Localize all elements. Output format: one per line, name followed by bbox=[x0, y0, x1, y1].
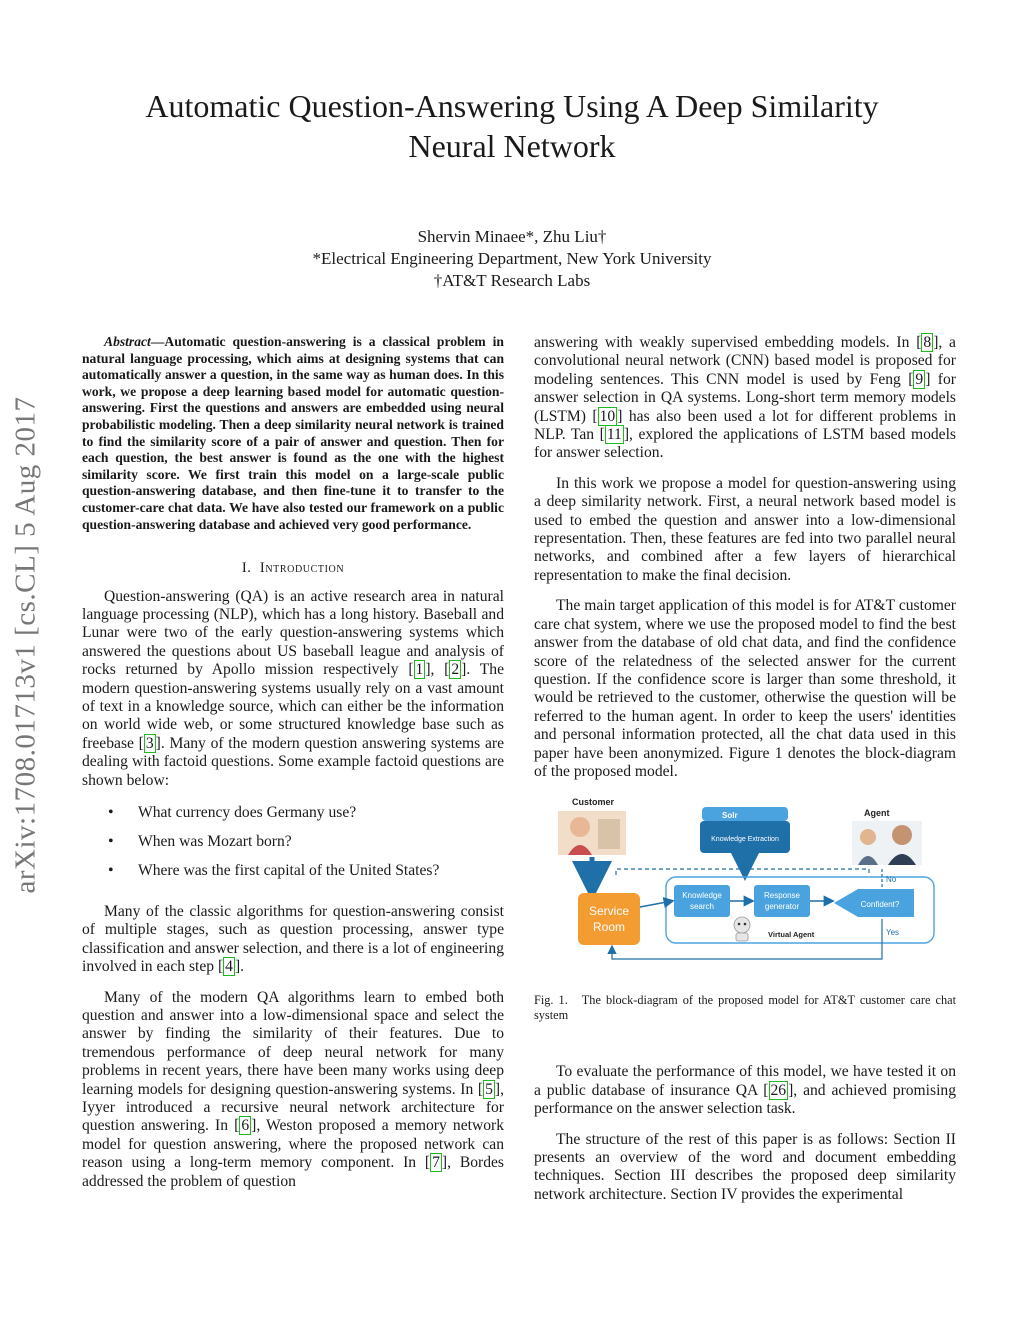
text-run: ], a convolutional neural network (CNN) based model is proposed for modeling sentences. This CNN model is used by Feng [ bbox=[534, 334, 956, 388]
text-run: ], Weston proposed a memory network model for question answering, where the proposed network can reason using a long-term memory component. In [ bbox=[82, 1117, 504, 1172]
knowledge-search-label-2: search bbox=[689, 902, 715, 912]
response-generator-box bbox=[754, 885, 810, 917]
list-item: • When was Mozart born? bbox=[82, 833, 504, 862]
section-title: Introduction bbox=[259, 560, 345, 577]
text-run: ] for answer selection in QA systems. Long-short term memory models (LSTM) [ bbox=[534, 370, 956, 425]
right-column bbox=[534, 334, 956, 1204]
citation-link[interactable]: 4 bbox=[225, 958, 233, 976]
right-paragraph-5: The structure of the rest of this paper is as follows: Section II presents an overview of the word and document embedding techniques. Section III describes the proposed deep similarity network architecture. Section IV provides the experimental bbox=[534, 1130, 956, 1203]
service-room-label-1: Service bbox=[588, 904, 630, 919]
text-run: ]. Many of the modern question answering systems are dealing with factoid questions. Some example factoid questions are shown below: bbox=[82, 734, 504, 789]
response-generator-label-2: generator bbox=[764, 902, 800, 912]
affiliation-1: *Electrical Engineering Department, New York University bbox=[312, 249, 712, 268]
yes-label: Yes bbox=[886, 928, 900, 938]
citation-link[interactable]: 10 bbox=[599, 407, 616, 425]
right-paragraph-4 bbox=[534, 1063, 956, 1118]
paper-title: Automatic Question-Answering Using A Deep Similarity Neural Network bbox=[145, 88, 879, 164]
text-run: Many of the classic algorithms for question-answering consist of multiple stages, such as question processing, answer type classification and answer selection, and there is a lot of engineering involved in each step [ bbox=[82, 903, 504, 976]
solr-label: Solr bbox=[722, 811, 738, 821]
factoid-question-list bbox=[82, 804, 504, 891]
no-label: No bbox=[886, 875, 897, 885]
customer-photo bbox=[558, 811, 626, 855]
text-run: ], [ bbox=[425, 661, 450, 679]
section-number: I. bbox=[241, 560, 252, 577]
left-column bbox=[82, 334, 504, 1191]
agent-photo bbox=[852, 821, 922, 865]
affiliation-2: †AT&T Research Labs bbox=[433, 271, 591, 290]
citation-link[interactable]: 8 bbox=[923, 334, 932, 351]
abstract-label: Abstract bbox=[104, 334, 151, 349]
confident-label: Confident? bbox=[860, 900, 900, 910]
citation-link[interactable]: 1 bbox=[415, 661, 424, 679]
section-heading bbox=[82, 559, 504, 577]
block-diagram bbox=[534, 797, 956, 987]
text-run: To evaluate the performance of this model, we have tested it on a public database of insurance QA [ bbox=[534, 1063, 956, 1099]
citation-link[interactable]: 9 bbox=[915, 370, 924, 388]
knowledge-search-label-1: Knowledge bbox=[682, 891, 722, 901]
right-paragraph-3: The main target application of this model is for AT&T customer care chat system, where we use the proposed model to find the best answer from the database of old chat data, and find the confidence score of the relatedness of the selected answer for the current question. If the confidence score is larger than some threshold, it would be retrieved to the customer, otherwise the question will be referred to the human agent. In order to keep the users' identities and personal information protected, all the chat data used in this paper have been anonymized. Figure 1 denotes the block-diagram of the proposed model. bbox=[534, 597, 956, 780]
robot-icon bbox=[734, 917, 750, 941]
caption-text: The block-diagram of the proposed model for AT&T customer care chat system bbox=[534, 993, 956, 1023]
right-paragraph-2: In this work we propose a model for question-answering using a deep similarity network. First, a neural network based model is used to embed the question and answer into a low-dimensional representation. Then, these features are fed into two parallel neural networks, and combined after a few layers of hierarchical representation to make the final decision. bbox=[534, 474, 956, 584]
intro-paragraph-1: Question-answering (QA) is an active research area in natural language processing (NLP), which has a long history. Baseball and Lunar were two of the early question-answering systems which answered the questions about US baseball league and analysis of rocks returned by Apollo mission respectively [ 1 ], [ 2 ]. The modern question-answering systems usually rely on a vast amount of text in a knowledge source, which can either be the information on world wide web, or some structured knowledge base such as freebase [ 3 ]. Many of the modern question answering systems are dealing with factoid questions. Some example factoid questions are shown below: bbox=[82, 587, 505, 789]
text-run: ]. bbox=[234, 958, 245, 976]
right-paragraph-1 bbox=[534, 334, 956, 463]
author-block bbox=[200, 226, 824, 292]
text-run: ]. The modern question-answering systems usually rely on a vast amount of text in a knowledge source, which can either be the information on world wide web, or some structured knowledge base such as freebase [ bbox=[82, 661, 505, 752]
intro-paragraph-2 bbox=[82, 903, 504, 977]
service-room-label-2: Room bbox=[592, 920, 626, 935]
text-run: Many of the modern QA algorithms learn to embed both question and answer into a low-dimensional space and select the answer by finding the similarity of their features. Due to tremendous performance of deep neural network for many problems in recent years, there have been many works using deep learning models for designing question-answering systems. In [ bbox=[82, 988, 504, 1098]
arxiv-identifier[interactable]: arXiv:1708.01713v1 [cs.CL] 5 Aug 2017 bbox=[9, 396, 42, 894]
text-run: Question-answering (QA) is an active research area in natural language processing (NLP), which has a long history. Baseball and Lunar were two of the early question-answering systems which answered the questions about US baseball league and analysis of rocks returned by Apollo mission respectively bbox=[82, 587, 504, 679]
text-run: answering with weakly supervised embedding models. In [ bbox=[534, 334, 922, 351]
abstract-dash: — bbox=[150, 334, 165, 349]
figure-label: Fig. 1. bbox=[534, 993, 568, 1008]
citation-link[interactable]: 11 bbox=[606, 426, 622, 444]
response-generator-label-1: Response bbox=[763, 891, 801, 901]
service-room-box bbox=[578, 893, 640, 945]
list-item: • What currency does Germany use? bbox=[82, 804, 504, 833]
citation-link[interactable]: 6 bbox=[241, 1117, 250, 1135]
text-run: ] has also been used a lot for different problems in NLP. Tan [ bbox=[534, 407, 956, 444]
text-run: ], and achieved promising performance on the answer selection task. bbox=[534, 1081, 957, 1118]
citation-link[interactable]: 26 bbox=[770, 1081, 787, 1099]
arxiv-sidebar bbox=[6, 355, 46, 935]
abstract bbox=[82, 334, 504, 533]
virtual-agent-label: Virtual Agent bbox=[768, 930, 815, 940]
text-run: ], Iyyer introduced a recursive neural network architecture for question answering. In [ bbox=[82, 1080, 504, 1135]
abstract-text: Automatic question-answering is a classical problem in natural language processing, which aims at designing systems that can automatically answer a question, in the same way as human does. In this work, we propose a deep learning based model for automatic question-answering. First the questions and answers are embedded using neural probabilistic modeling. Then a deep similarity neural network is trained to find the similarity score of a pair of answer and question. Then for each question, the best answer is found as the one with the highest similarity score. We first train this model on a large-scale public question-answering database, and then fine-tune it to transfer to the customer-care chat data. We have also tested our framework on a public question-answering database and achieved very good performance. bbox=[82, 334, 504, 532]
citation-link[interactable]: 3 bbox=[145, 734, 154, 752]
figure-caption bbox=[534, 993, 956, 1023]
agent-label: Agent bbox=[864, 808, 890, 819]
citation-link[interactable]: 7 bbox=[432, 1154, 440, 1172]
customer-label: Customer bbox=[572, 797, 615, 808]
citation-link[interactable]: 2 bbox=[451, 661, 460, 679]
figure-1-diagram bbox=[534, 797, 956, 987]
citation-link[interactable]: 5 bbox=[485, 1080, 493, 1098]
text-run: ], explored the applications of LSTM based models for answer selection. bbox=[534, 426, 956, 462]
knowledge-search-box bbox=[674, 885, 730, 917]
knowledge-extraction-label: Knowledge Extraction bbox=[711, 836, 779, 844]
text-run: ], Bordes addressed the problem of question bbox=[82, 1154, 504, 1190]
list-item: • Where was the first capital of the United States? bbox=[82, 862, 504, 891]
intro-paragraph-3 bbox=[82, 989, 504, 1191]
authors: Shervin Minaee*, Zhu Liu† bbox=[417, 227, 607, 246]
